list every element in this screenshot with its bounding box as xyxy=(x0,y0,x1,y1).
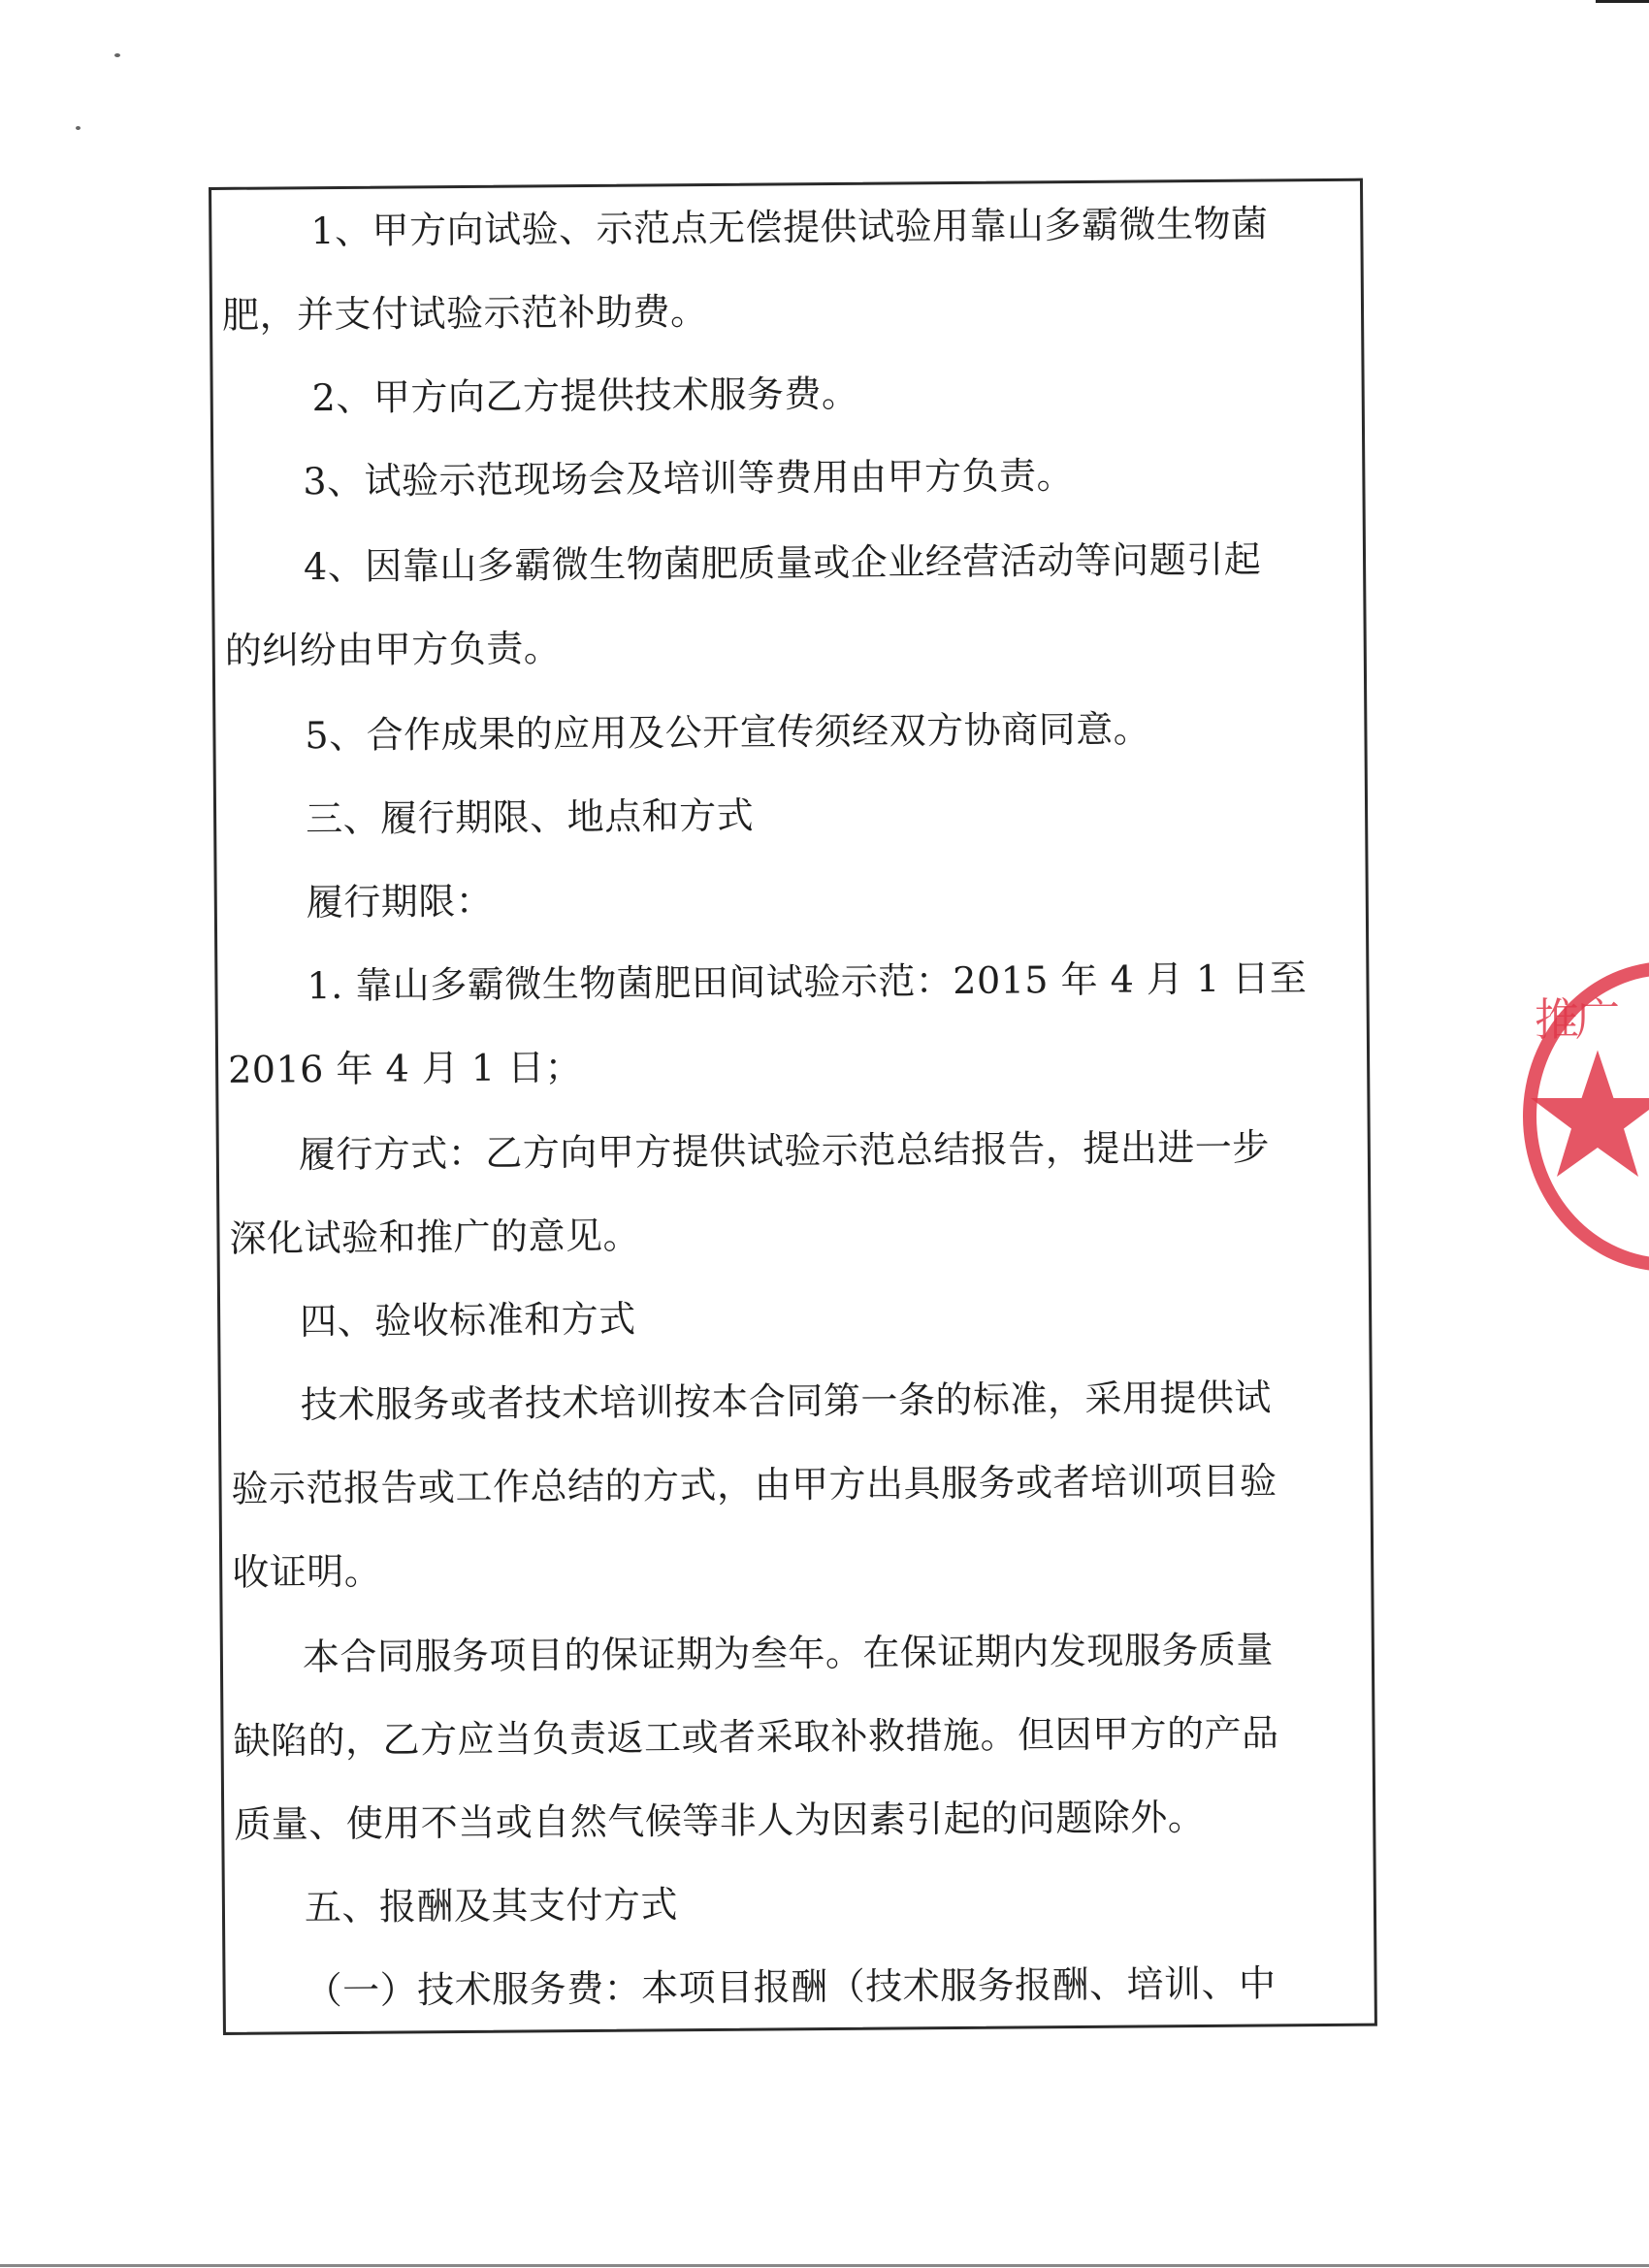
section-5-heading: 五、报酬及其支付方式 xyxy=(304,1883,679,1929)
clause-4-line-1: 4、因靠山多霸微生物菌肥质量或企业经营活动等问题引起 xyxy=(303,537,1262,589)
partial-seal xyxy=(1515,956,1649,1285)
fee-line-1: （一）技术服务费：本项目报酬（技术服务报酬、培训、中 xyxy=(305,1961,1277,2013)
clause-3: 3、试验示范现场会及培训等费用由甲方负责。 xyxy=(303,454,1075,503)
term-item-1-line-1: 1. 靠山多霸微生物菌肥田间试验示范：2015 年 4 月 1 日至 xyxy=(307,956,1308,1008)
clause-5: 5、合作成果的应用及公开宣传须经双方协商同意。 xyxy=(305,707,1151,758)
warranty-line-3: 质量、使用不当或自然气候等非人为因素引起的问题除外。 xyxy=(234,1795,1206,1846)
method-line-2: 深化试验和推广的意见。 xyxy=(229,1214,641,1260)
term-label: 履行期限： xyxy=(306,879,494,924)
clause-2: 2、甲方向乙方提供技术服务费。 xyxy=(311,372,859,420)
speck xyxy=(76,126,81,130)
star-icon xyxy=(1525,1043,1649,1188)
edge-line-top xyxy=(1596,0,1649,3)
section-3-heading: 三、履行期限、地点和方式 xyxy=(305,794,755,841)
seal-text: 推广 xyxy=(1535,993,1616,1046)
clause-1-line-1: 1、甲方向试验、示范点无偿提供试验用靠山多霸微生物菌 xyxy=(310,202,1269,253)
edge-line-bottom xyxy=(0,2264,1649,2267)
clause-1-line-2: 肥，并支付试验示范补助费。 xyxy=(221,289,708,337)
acceptance-line-1: 技术服务或者技术培训按本合同第一条的标准，采用提供试 xyxy=(300,1376,1273,1427)
acceptance-line-3: 收证明。 xyxy=(232,1549,382,1594)
method-line-1: 履行方式：乙方向甲方提供试验示范总结报告，提出进一步 xyxy=(298,1125,1270,1177)
contract-frame xyxy=(209,178,1377,2035)
acceptance-line-2: 验示范报告或工作总结的方式，由甲方出具服务或者培训项目验 xyxy=(231,1459,1277,1510)
warranty-line-1: 本合同服务项目的保证期为叁年。在保证期内发现服务质量 xyxy=(302,1628,1275,1679)
clause-4-line-2: 的纠纷由甲方负责。 xyxy=(224,627,562,672)
warranty-line-2: 缺陷的，乙方应当负责返工或者采取补救措施。但因甲方的产品 xyxy=(233,1711,1279,1763)
term-item-1-line-2: 2016 年 4 月 1 日； xyxy=(227,1046,583,1091)
section-4-heading: 四、验收标准和方式 xyxy=(300,1297,636,1344)
speck xyxy=(114,53,120,57)
